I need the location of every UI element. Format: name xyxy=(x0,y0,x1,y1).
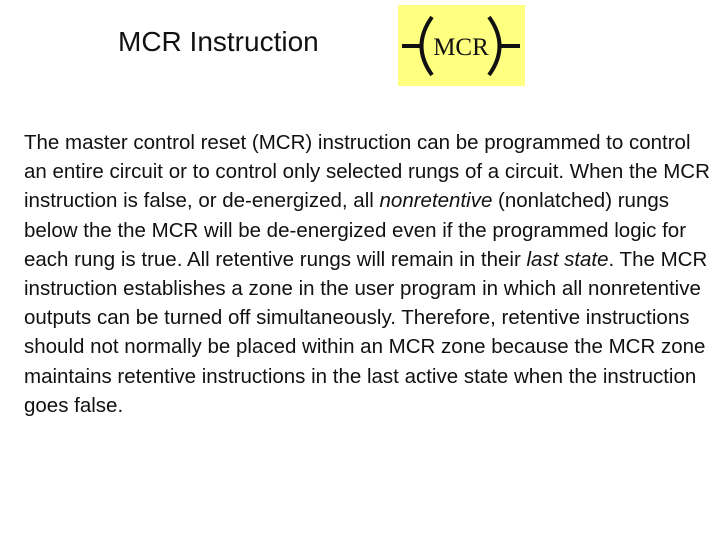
mcr-symbol-label: MCR xyxy=(433,34,489,61)
mcr-symbol-box xyxy=(398,5,525,86)
paragraph-segment: . The MCR instruction establishes a zone in the user program in which all nonretentive outputs can be turned off simultaneously. Therefore, retentive instructions should not normally be placed within an MCR zone because the MCR zone maintains retentive instructions in the last active state when the instruction goes false. xyxy=(24,247,708,417)
description-paragraph xyxy=(24,128,714,420)
paragraph-segment: The master control reset (MCR) instruction can be programmed to control an entire circuit or to control only selected rungs of a circuit. When the MCR instruction is false, or de-energized, all xyxy=(24,131,710,213)
slide-title: MCR Instruction xyxy=(118,26,319,57)
left-coil-arc xyxy=(422,17,433,75)
mcr-output-coil-icon xyxy=(398,5,525,86)
paragraph-segment-italic: last state xyxy=(526,247,609,271)
paragraph-segment-italic: nonretentive xyxy=(379,189,493,213)
paragraph-segment: (nonlatched) rungs below the the MCR will be de-energized even if the programmed logic for each rung is true. All retentive rungs will remain in their xyxy=(24,189,687,271)
right-coil-arc xyxy=(489,17,500,75)
